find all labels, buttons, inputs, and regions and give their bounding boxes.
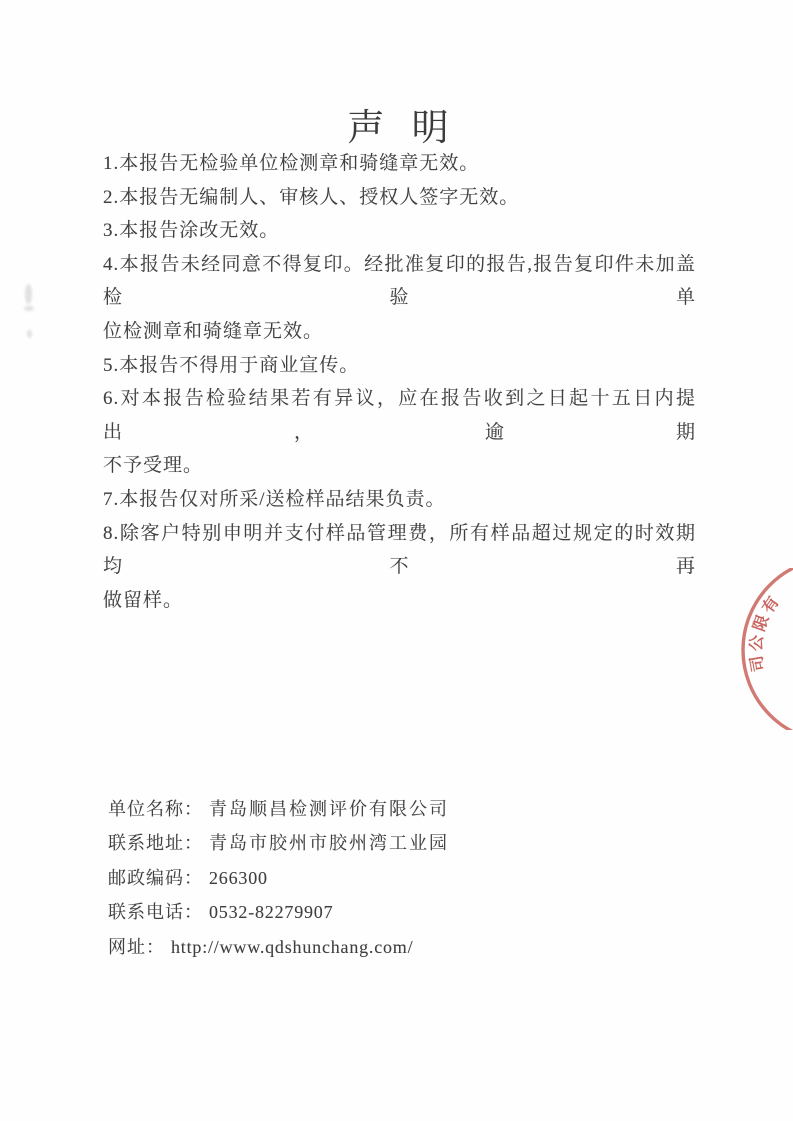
company-name-value: 青岛顺昌检测评价有限公司 <box>209 799 449 819</box>
statement-line: 做留样。 <box>103 589 184 611</box>
contact-postcode-row <box>108 861 628 895</box>
phone-label: 联系电话： <box>108 902 203 923</box>
seal-char: 限 <box>750 612 773 634</box>
contact-company-row <box>108 792 628 826</box>
statement-item-7 <box>103 483 696 517</box>
seal-ring <box>743 568 793 730</box>
statement-item-2 <box>103 181 696 215</box>
scan-smudge <box>25 284 32 304</box>
contact-info-block <box>108 792 628 964</box>
statement-item-3 <box>103 214 696 248</box>
postcode-label: 邮政编码： <box>108 867 203 888</box>
statement-item-4 <box>103 248 696 349</box>
contact-phone-row <box>108 895 628 929</box>
scan-smudge <box>24 306 34 311</box>
contact-address-row <box>108 826 628 860</box>
statement-line: 6.对本报告检验结果若有异议，应在报告收到之日起十五日内提出，逾期 <box>103 388 696 443</box>
statement-line: 5.本报告不得用于商业宣传。 <box>103 354 360 376</box>
scan-smudge <box>27 330 32 338</box>
statement-line: 位检测章和骑缝章无效。 <box>103 320 324 342</box>
statement-item-8 <box>103 517 696 618</box>
seal-char: 有 <box>759 593 783 617</box>
statement-line: 4.本报告未经同意不得复印。经批准复印的报告,报告复印件未加盖检验单 <box>103 253 696 309</box>
seal-char: 公 <box>748 634 767 652</box>
address-label: 联系地址： <box>108 833 203 854</box>
statement-line: 8.除客户特别申明并支付样品管理费，所有样品超过规定的时效期均不再 <box>103 522 696 578</box>
postcode-value: 266300 <box>209 867 268 888</box>
statement-line: 1.本报告无检验单位检测章和骑缝章无效。 <box>103 153 480 174</box>
statement-item-6 <box>103 382 696 483</box>
statement-list <box>103 147 696 617</box>
company-seal-stamp <box>735 568 793 730</box>
statement-line: 不予受理。 <box>103 455 204 477</box>
address-value: 青岛市胶州市胶州湾工业园 <box>209 833 449 854</box>
statement-line: 7.本报告仅对所采/送检样品结果负责。 <box>103 488 446 510</box>
website-label: 网址： <box>108 936 165 957</box>
statement-item-5 <box>103 349 696 383</box>
website-value: http://www.qdshunchang.com/ <box>171 936 414 957</box>
contact-website-row <box>108 930 628 964</box>
statement-item-1 <box>103 147 696 181</box>
page-title: 声 明 <box>347 108 451 149</box>
company-name-label: 单位名称： <box>108 799 203 819</box>
statement-line: 2.本报告无编制人、审核人、授权人签字无效。 <box>103 186 520 208</box>
seal-char: 司 <box>748 654 768 673</box>
statement-line: 3.本报告涂改无效。 <box>103 220 280 242</box>
phone-value: 0532-82279907 <box>209 902 334 923</box>
